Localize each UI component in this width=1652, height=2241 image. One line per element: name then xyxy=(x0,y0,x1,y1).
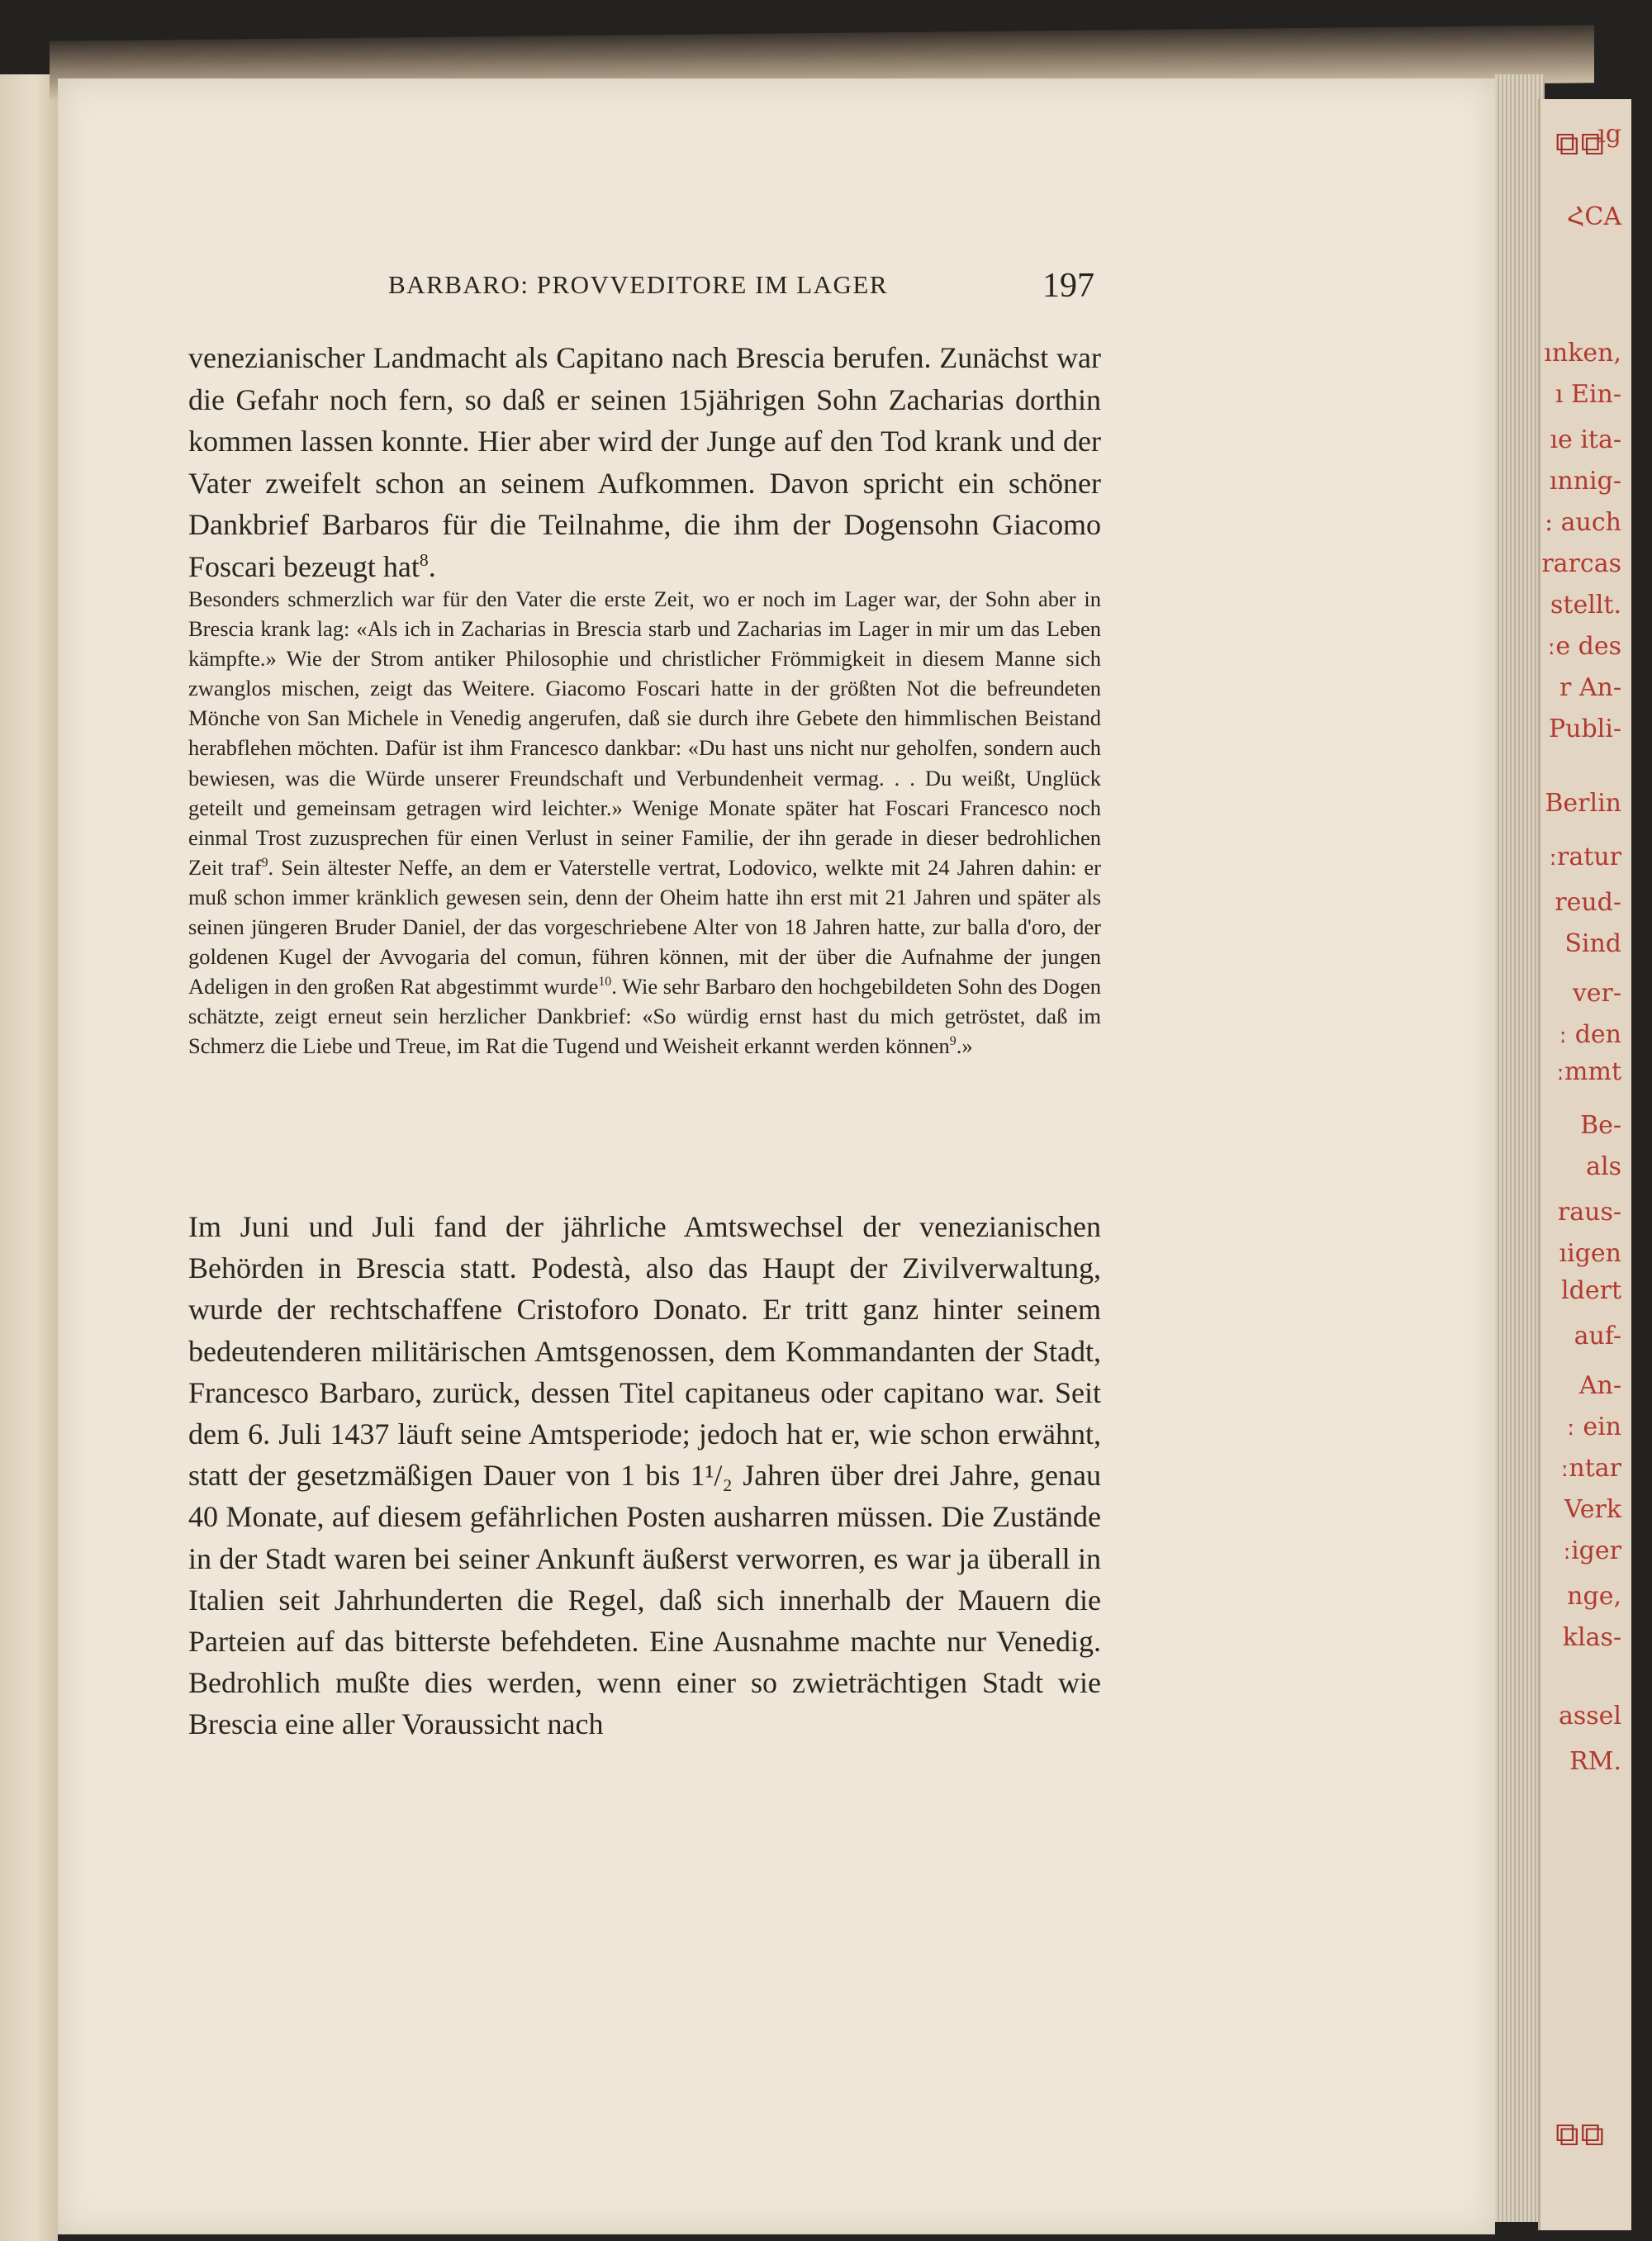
margin-fragment: ıg xyxy=(1597,120,1621,149)
paragraph-2-small-print xyxy=(188,584,1101,1061)
footnote-ref-9b: 9 xyxy=(949,1034,957,1049)
margin-fragment: r An- xyxy=(1559,673,1621,702)
margin-fragment: ːe des xyxy=(1547,632,1621,661)
margin-fragment: RM. xyxy=(1569,1747,1621,1776)
greek-key-ornament-bottom: ⧉⧉ xyxy=(1555,2115,1607,2153)
margin-fragment: : auch xyxy=(1545,508,1621,537)
margin-fragment: nge, xyxy=(1567,1582,1621,1611)
footnote-ref-10: 10 xyxy=(598,975,612,990)
margin-fragment: Publi- xyxy=(1548,715,1621,743)
margin-fragment: Sind xyxy=(1564,929,1621,958)
margin-fragment: ːmmt xyxy=(1555,1057,1621,1086)
paragraph-2-end: . Wie sehr Barbaro den hochgebildeten Sohn des Dogen schätzte, zeigt erneut sein herzlicher Dankbrief: «So würdig ernst hast du mich getröstet, daß im Schmerz die Liebe und Treue, im Rat die Tugend und Weisheit erkannt werden können xyxy=(188,974,1101,1059)
greek-key-ornament-top: ⧉⧉ xyxy=(1555,125,1607,163)
margin-fragment: ːratur xyxy=(1548,843,1621,871)
paragraph-3 xyxy=(188,1206,1101,1745)
paragraph-3-text: Im Juni und Juli fand der jährliche Amtswechsel der venezianischen Behörden in Brescia statt. Podestà, also das Haupt der Zivilverwaltung, wurde der rechtschaffene Cristoforo Donato. Er tritt ganz hinter seinem bedeutenderen militärischen Amtsgenossen, dem Kommandanten der Stadt, Francesco Barbaro, zurück, dessen Titel capitaneus oder capitano war. Seit dem 6. Juli 1437 läuft seine Amtsperiode; jedoch hat er, wie schon erwähnt, statt der gesetzmäßigen Dauer von 1 bis xyxy=(188,1210,1101,1493)
margin-fragment: stellt. xyxy=(1550,591,1621,620)
left-page-edge xyxy=(0,74,58,2241)
margin-fragment: auf- xyxy=(1574,1322,1621,1351)
margin-fragment: Berlin xyxy=(1545,789,1621,818)
adjacent-cover-strip xyxy=(1538,99,1631,2230)
page-number: 197 xyxy=(1042,267,1094,305)
margin-fragment: ՀCA xyxy=(1566,202,1621,231)
running-header: BARBARO: PROVVEDITORE IM LAGER xyxy=(388,270,889,299)
margin-fragment: assel xyxy=(1558,1702,1621,1731)
margin-fragment: als xyxy=(1586,1152,1621,1181)
margin-fragment: raus- xyxy=(1557,1198,1621,1227)
margin-fragment: ınken, xyxy=(1544,339,1621,368)
paragraph-2-text: Besonders schmerzlich war für den Vater die erste Zeit, wo er noch im Lager war, der Sohn aber in Brescia krank lag: «Als ich in Zacharias in Brescia starb und Zacharias im Lager in mir um das Leben kämpfte.» Wie der Strom antiker Philosophie und christlicher Frömmigkeit in diesem Manne sich zwanglos mischen, zeigt das Weitere. Giacomo Foscari hatte in der größten Not die befreundeten Mönche von San Michele in Venedig angerufen, daß sie durch ihre Gebete den himmlischen Beistand herabflehen möchten. Dafür ist ihm Francesco dankbar: «Du hast uns nicht nur geholfen, sondern auch bewiesen, was die Würde unserer Freundschaft und Verbundenheit vermag. . . Du weißt, Unglück geteilt und gemeinsam getragen wird leichter.» Wenige Monate später hat Foscari Francesco noch einmal Trost zuzusprechen für einen Verlust in seiner Familie, der ihn gerade in dieser bedrohlichen Zeit traf xyxy=(188,586,1101,880)
margin-fragment: ːntar xyxy=(1560,1454,1621,1483)
fraction: 1¹/₂ xyxy=(690,1459,733,1493)
margin-fragment: ver- xyxy=(1572,979,1621,1008)
paragraph-2-close: .» xyxy=(956,1033,973,1059)
paragraph-1-tail: . xyxy=(428,549,436,583)
paragraph-1 xyxy=(188,337,1101,588)
margin-fragment: ːiger xyxy=(1562,1536,1621,1565)
footnote-ref-8: 8 xyxy=(419,549,429,570)
paragraph-1-text: venezianischer Landmacht als Capitano nach Brescia berufen. Zunächst war die Gefahr noch fern, so daß er seinen 15jährigen Sohn Zacharias dorthin kommen lassen konnte. Hier aber wird der Junge auf den Tod krank und der Vater zweifelt schon an seinem Aufkommen. Davon spricht ein schöner Dankbrief Barbaros für die Teilnahme, die ihm der Dogensohn Giacomo Foscari bezeugt hat xyxy=(188,341,1101,583)
margin-fragment: Be- xyxy=(1580,1111,1621,1140)
margin-fragment: ldert xyxy=(1561,1276,1621,1305)
margin-fragment: ınnig- xyxy=(1549,467,1621,496)
margin-fragment: An- xyxy=(1578,1371,1621,1400)
margin-fragment: ː ein xyxy=(1566,1412,1621,1441)
margin-fragment: ıe ita- xyxy=(1550,425,1621,454)
margin-fragment: ː den xyxy=(1559,1020,1621,1049)
margin-fragment: ı Ein- xyxy=(1555,380,1621,409)
paragraph-2-mid: . Sein ältester Neffe, an dem er Vaterstelle vertrat, Lodovico, welkte mit 24 Jahren dahin: er muß schon immer kränklich gewesen sein, denn der Oheim hatte ihn erst mit 21 Jahren und später als seinen jüngeren Bruder Daniel, der das vorgeschriebene Alter von 18 Jahren hatte, zur balla d'oro, der goldenen Kugel der Avvogaria del comun, führen können, mit der über die Aufnahme der jungen Adeligen in den großen Rat abgestimmt wurde xyxy=(188,854,1101,999)
margin-fragment: klas- xyxy=(1562,1623,1621,1652)
margin-fragment: reud- xyxy=(1555,888,1621,917)
margin-fragment: Verk xyxy=(1564,1495,1621,1524)
margin-fragment: ıigen xyxy=(1559,1239,1621,1268)
paragraph-3-rest: Jahren über drei Jahre, genau 40 Monate, auf diesem gefährlichen Posten ausharren müssen. Die Zustände in der Stadt waren bei seiner Ankunft äußerst verworren, es war ja überall in Italien seit Jahrhunderten die Regel, daß sich innerhalb der Mauern die Parteien auf das bitterste befehdeten. Eine Ausnahme machte nur Venedig. Bedrohlich mußte dies werden, wenn einer so zwieträchtigen Stadt wie Brescia eine aller Voraussicht nach xyxy=(188,1459,1101,1741)
margin-fragment: rarcas xyxy=(1541,549,1621,578)
page-stack-edge xyxy=(1495,74,1545,2222)
footnote-ref-9: 9 xyxy=(261,856,268,871)
